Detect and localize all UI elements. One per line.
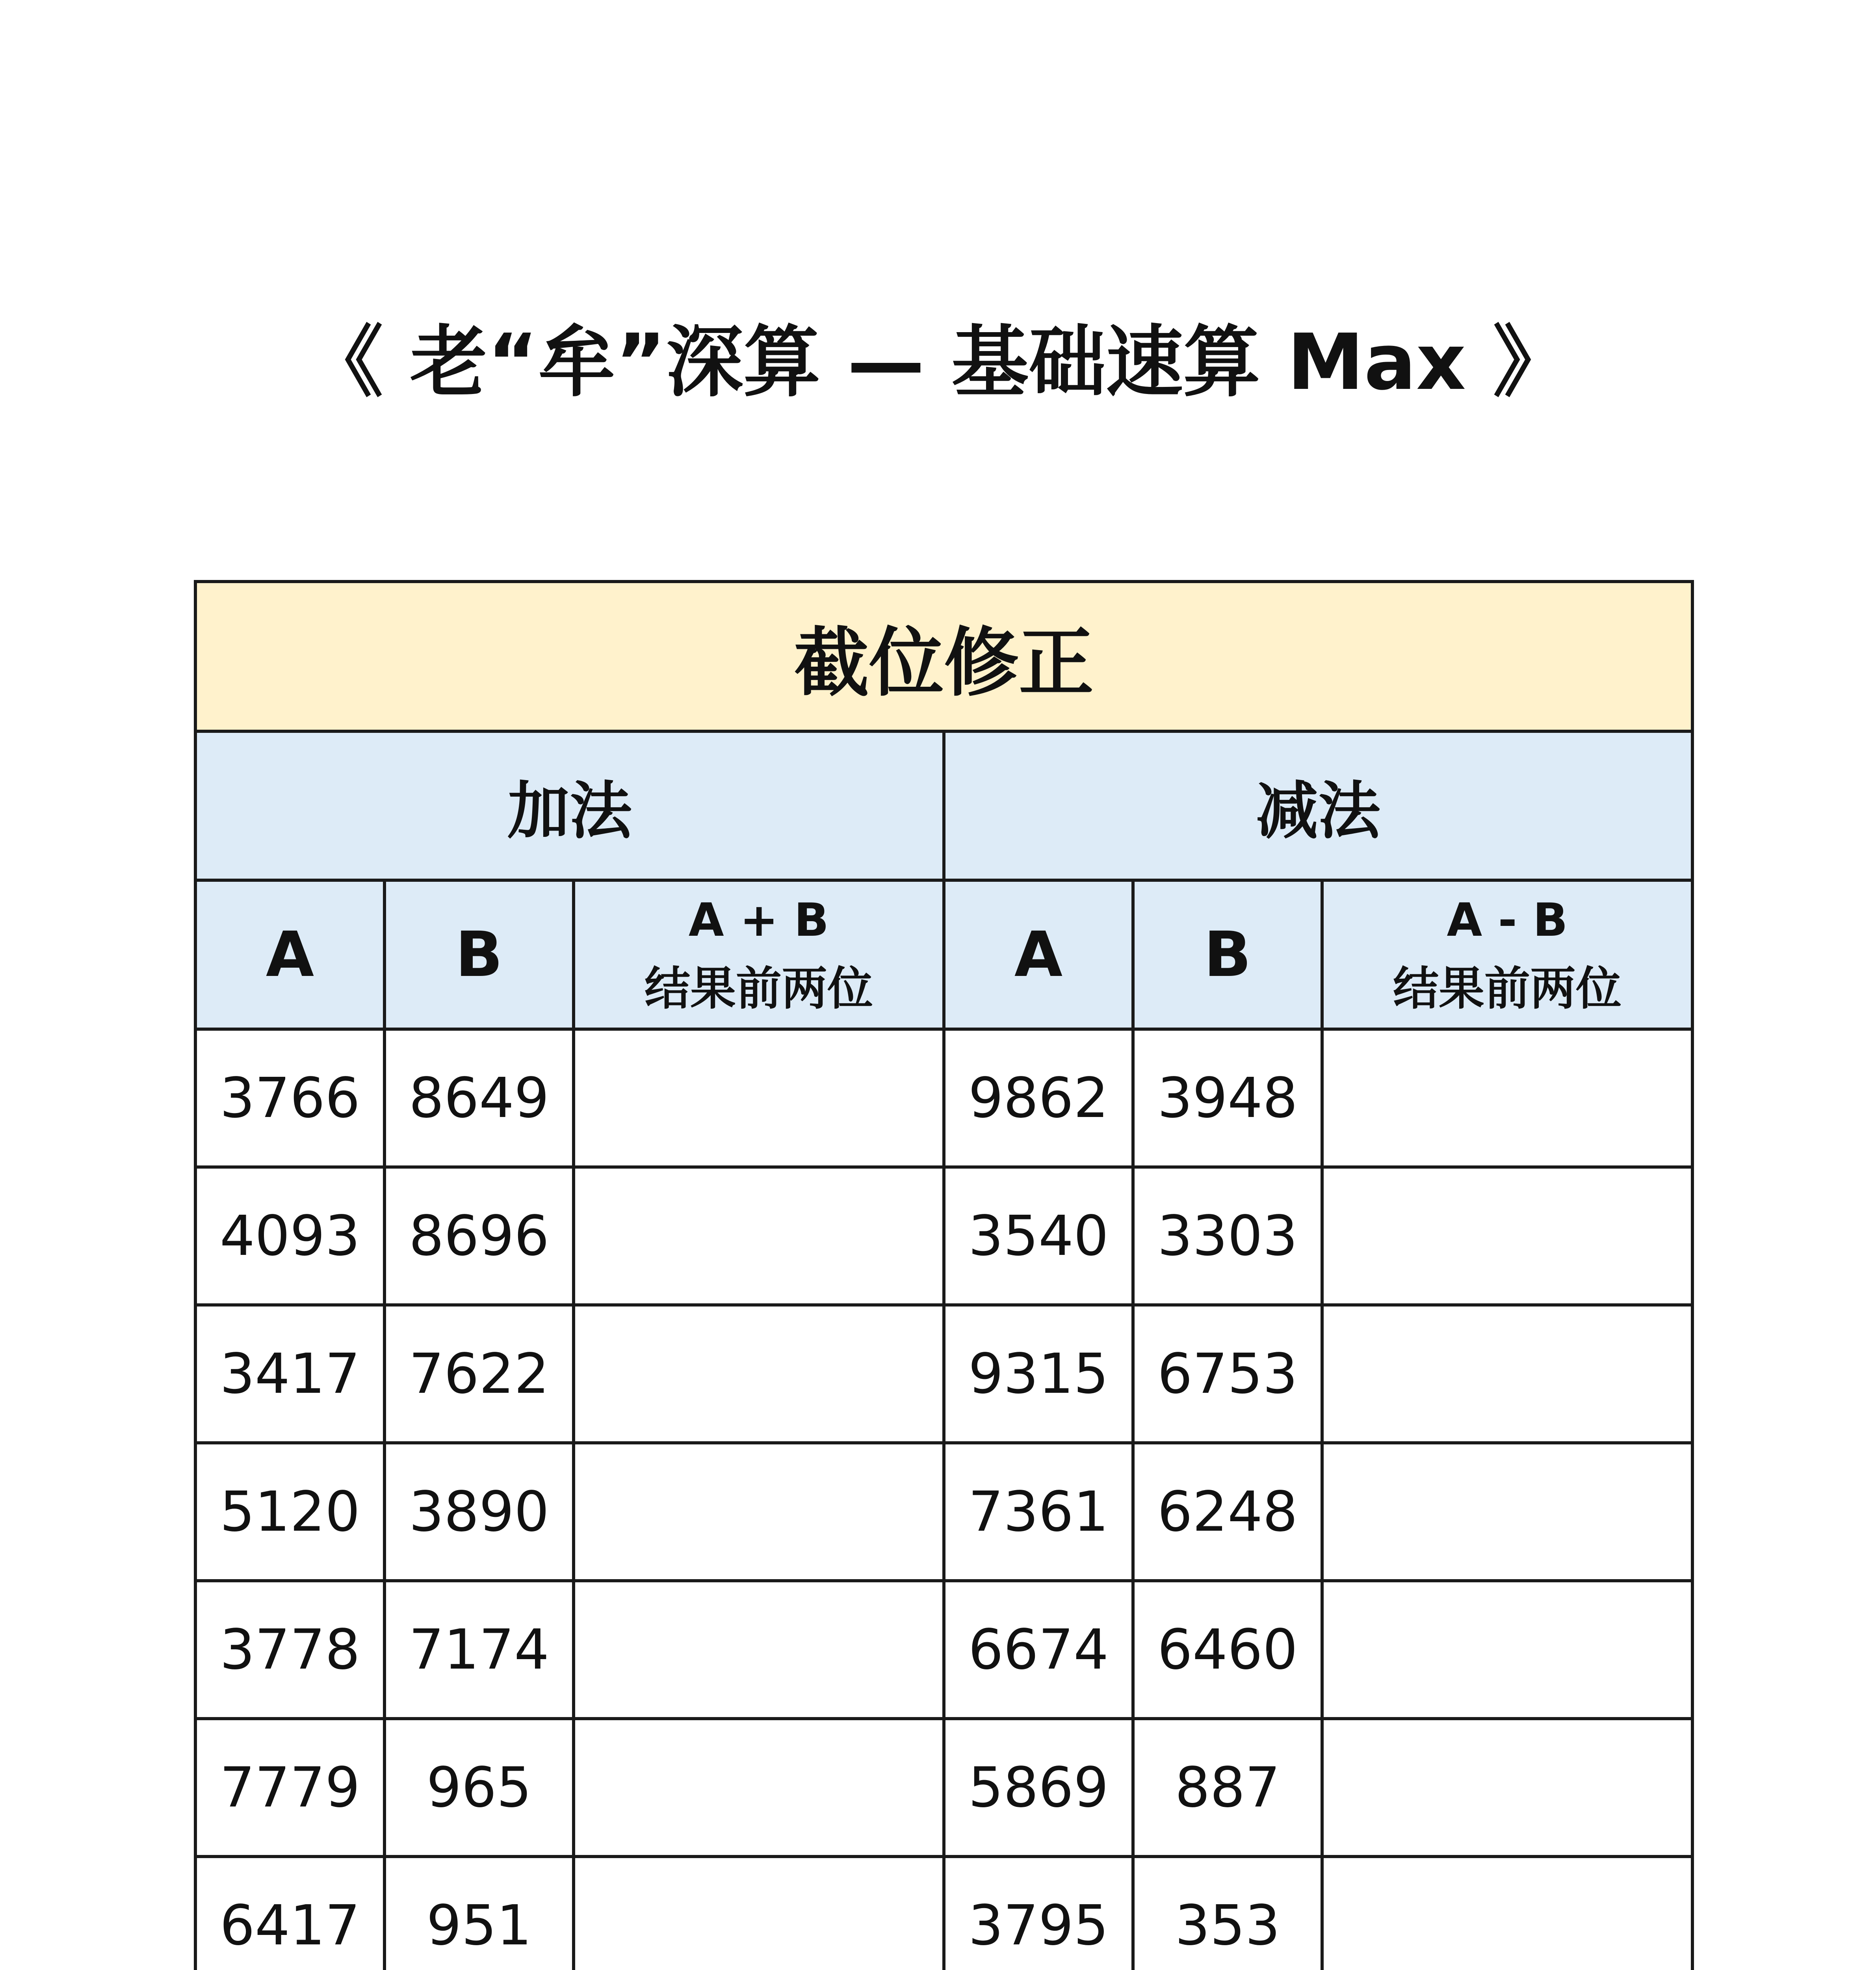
addition-result-label: 结果前两位 (645, 962, 873, 1015)
subtraction-answer-cell[interactable] (1322, 1305, 1692, 1443)
addition-a-cell: 6417 (195, 1857, 384, 1970)
addition-header: 加法 (195, 731, 944, 880)
addition-answer-cell[interactable] (574, 1305, 944, 1443)
table-row (195, 1029, 1692, 1167)
addition-a-cell: 3417 (195, 1305, 384, 1443)
addition-b-cell: 7622 (384, 1305, 574, 1443)
subtraction-a-cell: 9862 (944, 1029, 1133, 1167)
addition-a-cell: 3778 (195, 1581, 384, 1719)
addition-answer-cell[interactable] (574, 1581, 944, 1719)
addition-answer-cell[interactable] (574, 1443, 944, 1581)
table-row (195, 1305, 1692, 1443)
addition-b-cell: 8649 (384, 1029, 574, 1167)
subtraction-answer-cell[interactable] (1322, 1581, 1692, 1719)
subtraction-a-cell: 7361 (944, 1443, 1133, 1581)
subtraction-header: 减法 (944, 731, 1692, 880)
subtraction-result-label: 结果前两位 (1393, 962, 1622, 1015)
subtraction-b-cell: 6248 (1133, 1443, 1322, 1581)
subtraction-answer-cell[interactable] (1322, 1029, 1692, 1167)
subtraction-a-cell: 5869 (944, 1719, 1133, 1857)
addition-a-cell: 3766 (195, 1029, 384, 1167)
addition-a-cell: 7779 (195, 1719, 384, 1857)
subtraction-col-b: B (1133, 880, 1322, 1029)
table-row (195, 1167, 1692, 1305)
subtraction-a-cell: 9315 (944, 1305, 1133, 1443)
subtraction-b-cell: 3948 (1133, 1029, 1322, 1167)
addition-a-cell: 4093 (195, 1167, 384, 1305)
addition-b-cell: 7174 (384, 1581, 574, 1719)
subtraction-a-cell: 6674 (944, 1581, 1133, 1719)
table-row (195, 1443, 1692, 1581)
addition-answer-cell[interactable] (574, 1857, 944, 1970)
worksheet-banner: 截位修正 (195, 582, 1692, 731)
page-title: 《 老“牟”深算 — 基础速算 Max 》 (306, 318, 1570, 407)
subtraction-answer-cell[interactable] (1322, 1719, 1692, 1857)
subtraction-answer-cell[interactable] (1322, 1167, 1692, 1305)
addition-col-result (574, 880, 944, 1029)
subtraction-b-cell: 3303 (1133, 1167, 1322, 1305)
addition-b-cell: 965 (384, 1719, 574, 1857)
subtraction-result-formula: A - B (1447, 894, 1568, 947)
subtraction-b-cell: 6460 (1133, 1581, 1322, 1719)
addition-answer-cell[interactable] (574, 1029, 944, 1167)
addition-col-b: B (384, 880, 574, 1029)
worksheet-table (194, 580, 1694, 1970)
table-row (195, 1581, 1692, 1719)
addition-answer-cell[interactable] (574, 1167, 944, 1305)
subtraction-a-cell: 3540 (944, 1167, 1133, 1305)
subtraction-a-cell: 3795 (944, 1857, 1133, 1970)
subtraction-answer-cell[interactable] (1322, 1443, 1692, 1581)
table-row (195, 1857, 1692, 1970)
addition-b-cell: 3890 (384, 1443, 574, 1581)
addition-a-cell: 5120 (195, 1443, 384, 1581)
table-row (195, 1719, 1692, 1857)
subtraction-b-cell: 887 (1133, 1719, 1322, 1857)
addition-answer-cell[interactable] (574, 1719, 944, 1857)
subtraction-col-a: A (944, 880, 1133, 1029)
addition-b-cell: 8696 (384, 1167, 574, 1305)
addition-result-formula: A + B (688, 894, 829, 947)
addition-col-a: A (195, 880, 384, 1029)
subtraction-answer-cell[interactable] (1322, 1857, 1692, 1970)
subtraction-b-cell: 6753 (1133, 1305, 1322, 1443)
subtraction-b-cell: 353 (1133, 1857, 1322, 1970)
subtraction-col-result (1322, 880, 1692, 1029)
addition-b-cell: 951 (384, 1857, 574, 1970)
